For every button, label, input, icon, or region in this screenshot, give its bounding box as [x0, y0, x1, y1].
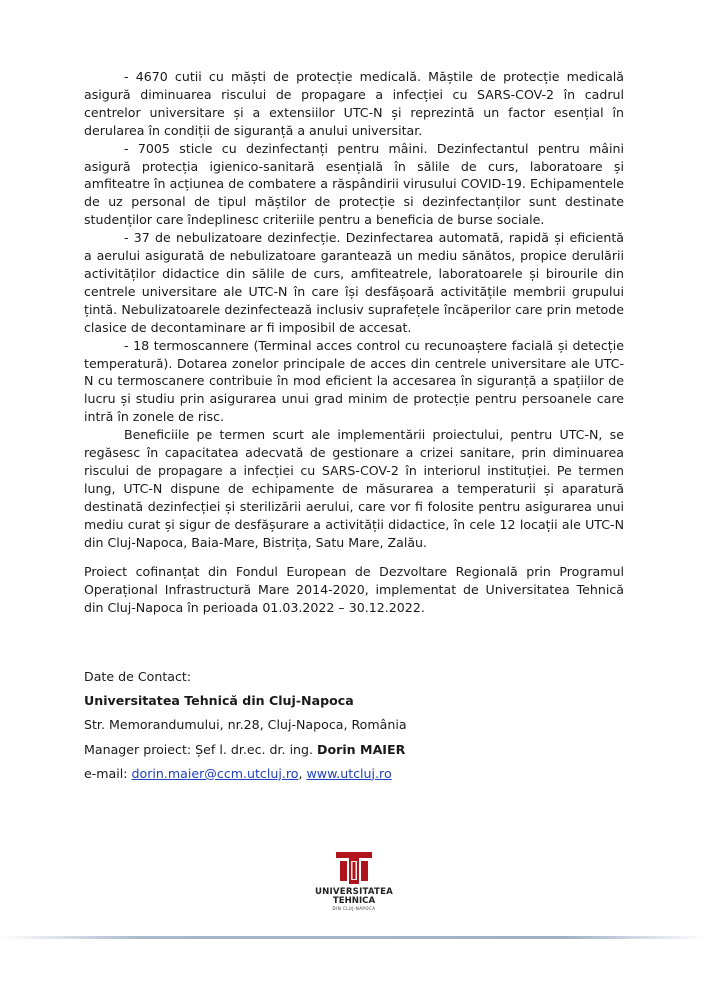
funding-statement — [84, 563, 624, 617]
university-logo — [312, 850, 396, 911]
email-prefix: e-mail: — [84, 765, 132, 781]
contact-institution-line — [84, 689, 407, 713]
logo-line-3: DIN CLUJ-NAPOCA — [332, 906, 376, 911]
email-link[interactable]: dorin.maier@ccm.utcluj.ro — [131, 765, 299, 781]
paragraph-nebulizers: - 37 de nebulizatoare dezinfecție. Dezinfectarea automată, rapidă și eficientă a aerului asigurată de nebulizatoare garantează un mediu sănătos, propice derulării activităților didactice din sălile de curs, amfiteatrele, laboratoarele și birourile din centrele universitare ale UTC-N în care își desfășoară activitățile membrii grupului țintă. Nebulizatoarele dezinfectează inclusiv suprafețele încăperilor care prin metode clasice de decontaminare ar fi imposibil de accesat. — [84, 230, 624, 335]
contact-block — [84, 665, 407, 786]
manager-prefix: Manager proiect: Șef l. dr.ec. dr. ing. — [84, 741, 318, 757]
paragraph-masks: - 4670 cutii cu măști de protecție medicală. Măștile de protecție medicală asigură diminuarea riscului de propagare a infecției cu SARS-COV-2 în cadrul centrelor universitare și a extensiilor UTC-N și reprezintă un factor esențial în derularea în condiții de siguranță a anului universitar. — [84, 69, 624, 138]
body-text — [84, 68, 624, 551]
paragraph-thermoscanners: - 18 termoscannere (Terminal acces control cu recunoaștere facială și detecție temperatură). Dotarea zonelor principale de acces din centrele universitare ale UTC-N cu termoscanere contribuie în mod eficient la accesarea în siguranță a spațiilor de lucru și studiu prin asigurarea unui grad minim de protecție pentru persoanele care intră în zonele de risc. — [84, 337, 624, 425]
website-link[interactable]: www.utcluj.ro — [306, 765, 392, 781]
logo-line-2: TEHNICA — [332, 896, 376, 906]
contact-manager-line — [84, 738, 407, 762]
contact-email-line — [84, 762, 407, 786]
contact-heading: Date de Contact: — [84, 669, 192, 684]
utcn-emblem-icon — [334, 850, 374, 886]
paragraph-benefits: Beneficiile pe termen scurt ale implementării proiectului, pentru UTC-N, se regăsesc în capacitatea adecvată de gestionare a crizei sanitare, prin diminuarea riscului de propagare a infecției cu SARS-COV-2 în interiorul instituției. Pe termen lung, UTC-N dispune de echipamente de măsurarea a temperaturii și aparatură destinată dezinfecției și sterilizării aerului, care vor fi folosite pentru asigurarea unui mediu curat și sigur de desfășurare a activității didactice, în cele 12 locații ale UTC-N din Cluj-Napoca, Baia-Mare, Bistrița, Satu Mare, Zalău. — [84, 427, 624, 550]
manager-name: Dorin MAIER — [317, 741, 406, 757]
contact-institution: Universitatea Tehnică din Cluj-Napoca — [84, 693, 354, 709]
footer-divider — [0, 936, 707, 939]
link-separator: , — [298, 765, 307, 781]
paragraph-disinfectant: - 7005 sticle cu dezinfectanți pentru mâini. Dezinfectantul pentru mâini asigură protecția igienico-sanitară esențială în sălile de curs, laboratoare și amfiteatre în acțiunea de combatere a răspândirii virusului COVID-19. Echipamentele de uz personal de tipul măștilor de protecție si dezinfectanților sunt destinate studenților care îndeplinesc criteriile pentru a beneficia de burse sociale. — [84, 140, 624, 228]
logo-line-1: UNIVERSITATEA — [314, 887, 394, 897]
funding-text: Proiect cofinanțat din Fondul European de Dezvoltare Regională prin Programul Operațional Infrastructură Mare 2014-2020, implementat de Universitatea Tehnică din Cluj-Napoca în perioada 01.03.2022 – 30.12.2022. — [84, 564, 624, 615]
contact-address: Str. Memorandumului, nr.28, Cluj-Napoca, România — [84, 717, 407, 733]
